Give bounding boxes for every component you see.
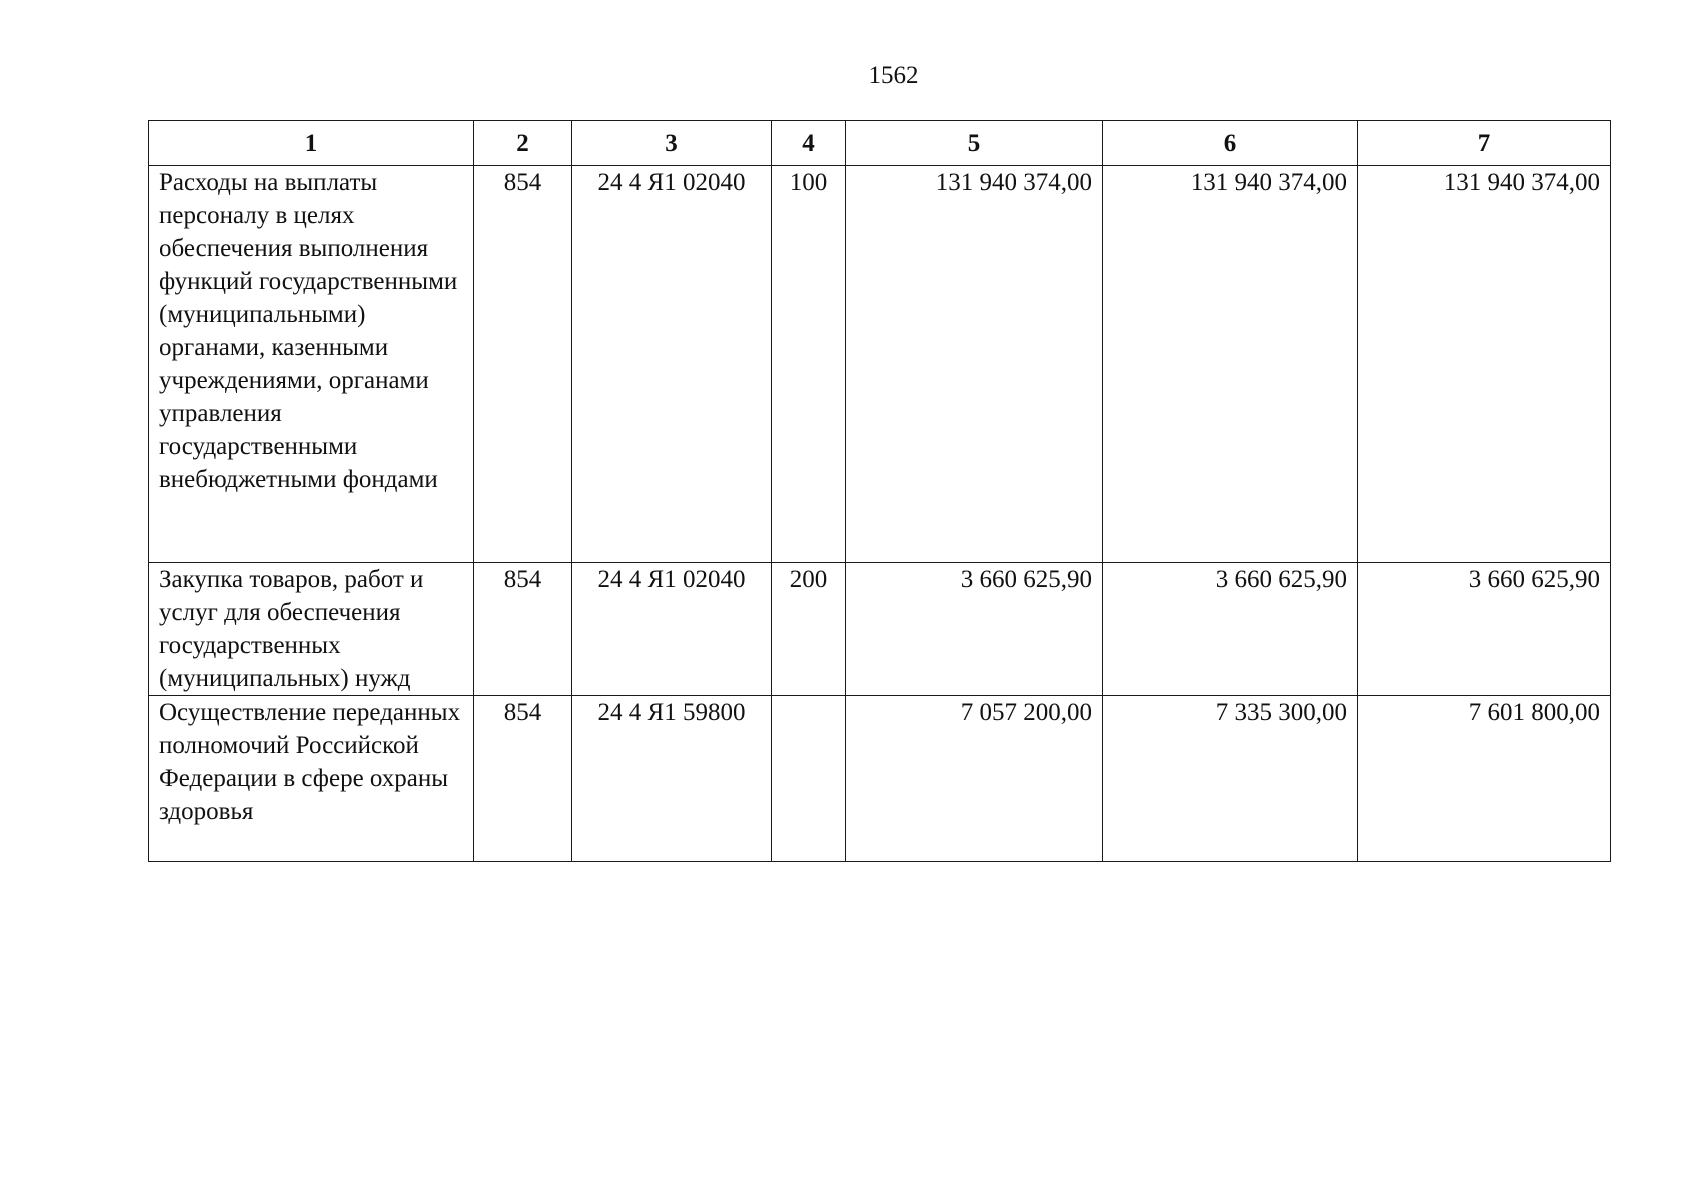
- row-col-4: [772, 696, 846, 862]
- row-col-6: 3 660 625,90: [1103, 563, 1358, 696]
- header-col-5: 5: [846, 121, 1103, 166]
- row-col-7: 131 940 374,00: [1358, 166, 1611, 563]
- header-col-6: 6: [1103, 121, 1358, 166]
- row-col-2: 854: [474, 563, 572, 696]
- row-col-5: 7 057 200,00: [846, 696, 1103, 862]
- row-description: Закупка товаров, работ и услуг для обеспечения государственных (муниципальных) нужд: [149, 563, 474, 696]
- header-col-3: 3: [572, 121, 772, 166]
- header-col-7: 7: [1358, 121, 1611, 166]
- row-col-5: 3 660 625,90: [846, 563, 1103, 696]
- row-col-2: 854: [474, 696, 572, 862]
- table-header-row: [149, 121, 1611, 166]
- row-col-5: 131 940 374,00: [846, 166, 1103, 563]
- row-col-7: 3 660 625,90: [1358, 563, 1611, 696]
- row-col-3: 24 4 Я1 02040: [572, 563, 772, 696]
- table-row: [149, 696, 1611, 862]
- row-col-4: 100: [772, 166, 846, 563]
- row-col-2: 854: [474, 166, 572, 563]
- row-col-4: 200: [772, 563, 846, 696]
- page-number: 1562: [868, 62, 919, 89]
- row-col-6: 131 940 374,00: [1103, 166, 1358, 563]
- header-col-2: 2: [474, 121, 572, 166]
- header-col-1: 1: [149, 121, 474, 166]
- row-description: Расходы на выплаты персоналу в целях обеспечения выполнения функций государственными (муниципальными) органами, казенными учреждениями, органами управления государственными внебюджетными фондами: [149, 166, 474, 563]
- budget-table: [148, 120, 1611, 862]
- row-description: Осуществление переданных полномочий Российской Федерации в сфере охраны здоровья: [149, 696, 474, 862]
- header-col-4: 4: [772, 121, 846, 166]
- row-col-6: 7 335 300,00: [1103, 696, 1358, 862]
- row-col-7: 7 601 800,00: [1358, 696, 1611, 862]
- table-row: [149, 563, 1611, 696]
- row-col-3: 24 4 Я1 59800: [572, 696, 772, 862]
- table-row: [149, 166, 1611, 563]
- row-col-3: 24 4 Я1 02040: [572, 166, 772, 563]
